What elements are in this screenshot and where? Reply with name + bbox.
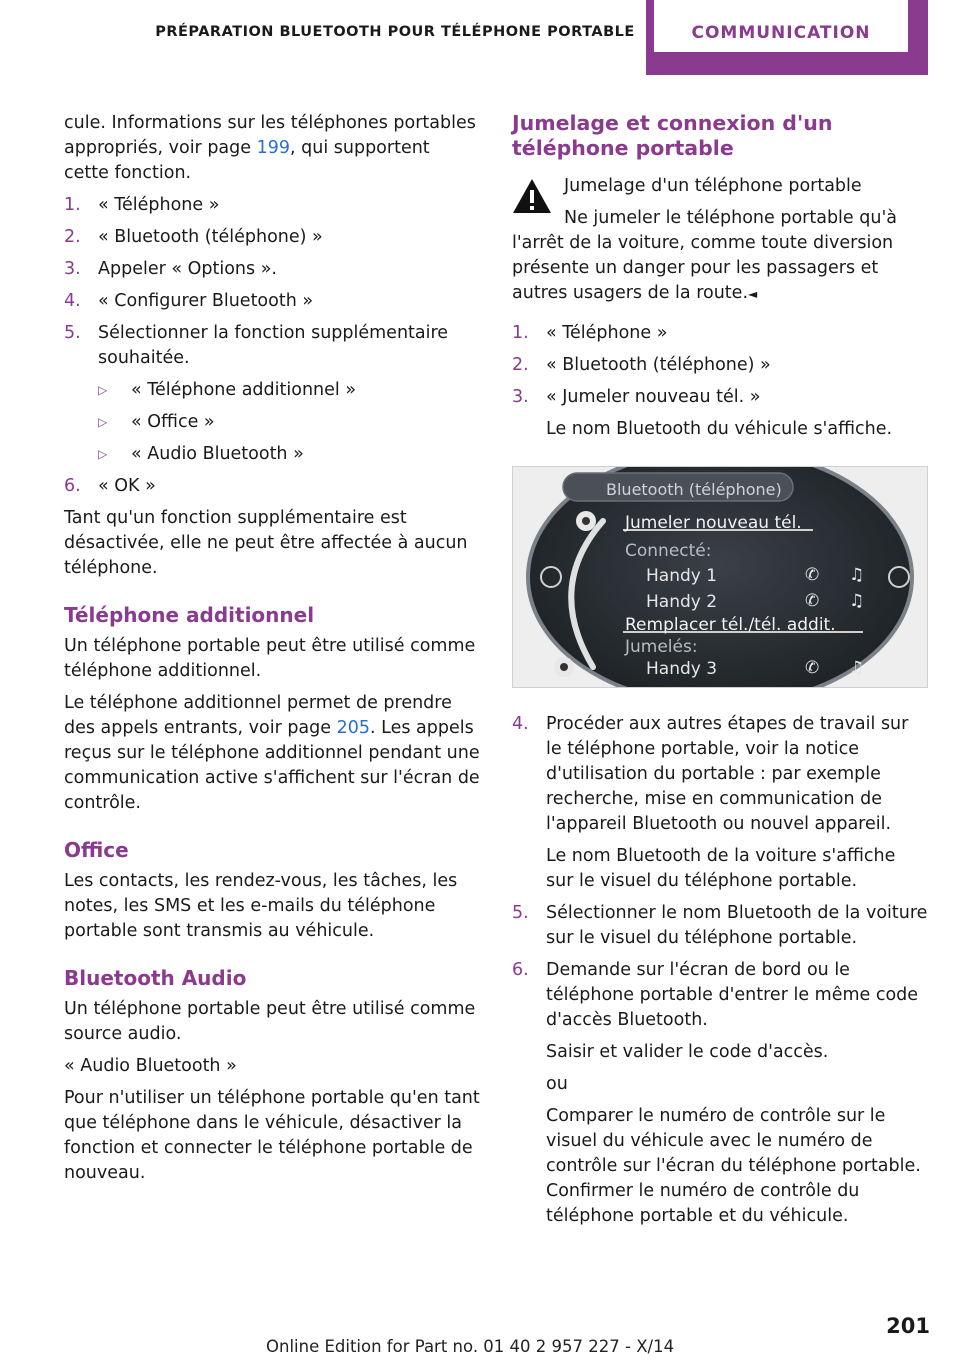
warning-title: Jumelage d'un téléphone portable <box>564 176 862 196</box>
chapter-tab-label: COMMUNICATION <box>654 0 908 52</box>
list-item: 2. « Bluetooth (téléphone) » <box>512 355 771 375</box>
section-heading-pairing: Jumelage et connexion d'un téléphone portable <box>512 111 833 160</box>
screen-device-3: Handy 3 <box>646 659 718 679</box>
music-icon: ♫ <box>849 658 865 678</box>
list-item: 3. « Jumeler nouveau tél. » Le nom Bluetooth du véhicule s'affiche. <box>512 387 893 439</box>
page-number: 201 <box>886 1314 930 1338</box>
screen-title: Bluetooth (téléphone) <box>606 480 782 499</box>
list-item: 1. « Téléphone » <box>64 195 220 215</box>
warning-text: l'arrêt de la voiture, comme toute diversion présente un danger pour les passagers et autres usagers de la route.◄ <box>512 233 894 303</box>
list-item: ▷ « Audio Bluetooth » <box>98 442 480 467</box>
list-item: 6. Demande sur l'écran de bord ou le téléphone portable d'entrer le même code d'accès Bluetooth. Saisir et valider le code d'accès. ou Comparer le numéro de contrôle sur le visuel du véhicule avec le numéro de contrôle sur l'écran du téléphone portable. Confirmer le numéro de contrôle du téléphone portable et du véhicule. <box>512 960 921 1226</box>
music-icon: ♫ <box>849 565 865 585</box>
page-link-205[interactable]: 205 <box>336 718 370 738</box>
section-heading-office: Office <box>64 838 129 862</box>
triangle-right-icon: ▷ <box>98 415 108 429</box>
warning-triangle-icon <box>512 178 552 214</box>
paragraph: Un téléphone portable peut être utilisé comme téléphone additionnel. <box>64 636 476 681</box>
running-header-title: PRÉPARATION BLUETOOTH POUR TÉLÉPHONE PORTABLE <box>155 24 635 40</box>
phone-icon: ✆ <box>805 591 820 611</box>
end-mark-icon: ◄ <box>748 287 758 301</box>
list-item: 6. « OK » <box>64 476 156 496</box>
list-item: 2. « Bluetooth (téléphone) » <box>64 227 323 247</box>
list-item: 5. Sélectionner la fonction supplémentaire souhaitée. ▷ « Téléphone additionnel » ▷ « Office » ▷ « Audio Bluetooth » <box>64 321 480 467</box>
triangle-right-icon: ▷ <box>98 383 108 397</box>
section-heading-phone: Téléphone additionnel <box>64 603 315 627</box>
note-paragraph: Tant qu'un fonction supplémentaire est désactivée, elle ne peut être affectée à aucun téléphone. <box>64 508 468 578</box>
page-link-199[interactable]: 199 <box>256 138 290 158</box>
substeps-list <box>98 378 480 467</box>
screen-replace-item: Remplacer tél./tél. addit. <box>625 615 836 635</box>
triangle-right-icon: ▷ <box>98 447 108 461</box>
paragraph: Les contacts, les rendez-vous, les tâches, les notes, les SMS et les e-mails du téléphone portable sont transmis au véhicule. <box>64 871 458 941</box>
music-icon: ♫ <box>849 591 865 611</box>
right-column <box>512 111 928 1236</box>
screen-paired-label: Jumelés: <box>625 637 698 657</box>
footer-edition: Online Edition for Part no. 01 40 2 957 227 - X/14 <box>266 1337 675 1356</box>
list-item: ▷ « Téléphone additionnel » <box>98 378 480 403</box>
chapter-tab <box>646 0 928 75</box>
left-column <box>64 111 480 1193</box>
steps-list <box>64 193 480 499</box>
list-item: 3. Appeler « Options ». <box>64 259 277 279</box>
screen-selected-item: Jumeler nouveau tél. <box>625 513 802 533</box>
list-item: 5. Sélectionner le nom Bluetooth de la voiture sur le visuel du téléphone portable. <box>512 903 928 948</box>
display-screenshot <box>512 466 928 688</box>
list-item: ▷ « Office » <box>98 410 480 435</box>
list-item: 1. « Téléphone » <box>512 323 668 343</box>
steps-list <box>512 321 928 442</box>
section-heading-audio: Bluetooth Audio <box>64 966 247 990</box>
warning-text-line: Ne jumeler le téléphone portable qu'à <box>564 208 897 228</box>
list-item: 4. « Configurer Bluetooth » <box>64 291 314 311</box>
paragraph: « Audio Bluetooth » <box>64 1056 237 1076</box>
screen-connected-label: Connecté: <box>625 541 712 561</box>
screen-device-2: Handy 2 <box>646 592 718 612</box>
list-item: 4. Procéder aux autres étapes de travail sur le téléphone portable, voir la notice d'utilisation du portable : par exemple recherche, mise en communication de l'appareil Bluetooth ou nouvel appareil. Le nom Bluetooth de la voiture s'affiche sur le visuel du téléphone portable. <box>512 714 909 891</box>
paragraph: Pour n'utiliser un téléphone portable qu'en tant que téléphone dans le véhicule, désactiver la fonction et connecter le téléphone portable de nouveau. <box>64 1088 480 1183</box>
screen-device-1: Handy 1 <box>646 566 718 586</box>
intro-paragraph: cule. Informations sur les téléphones portables appropriés, voir page 199, qui supportent cette fonction. <box>64 113 476 183</box>
paragraph: Un téléphone portable peut être utilisé comme source audio. <box>64 999 476 1044</box>
phone-icon: ✆ <box>805 658 820 678</box>
warning-block <box>512 174 928 307</box>
paragraph: Le téléphone additionnel permet de prendre des appels entrants, voir page 205. Les appels reçus sur le téléphone additionnel pendant une communication active s'affichent sur l'écran de contrôle. <box>64 693 480 813</box>
phone-icon: ✆ <box>805 565 820 585</box>
steps-list-2 <box>512 712 928 1229</box>
